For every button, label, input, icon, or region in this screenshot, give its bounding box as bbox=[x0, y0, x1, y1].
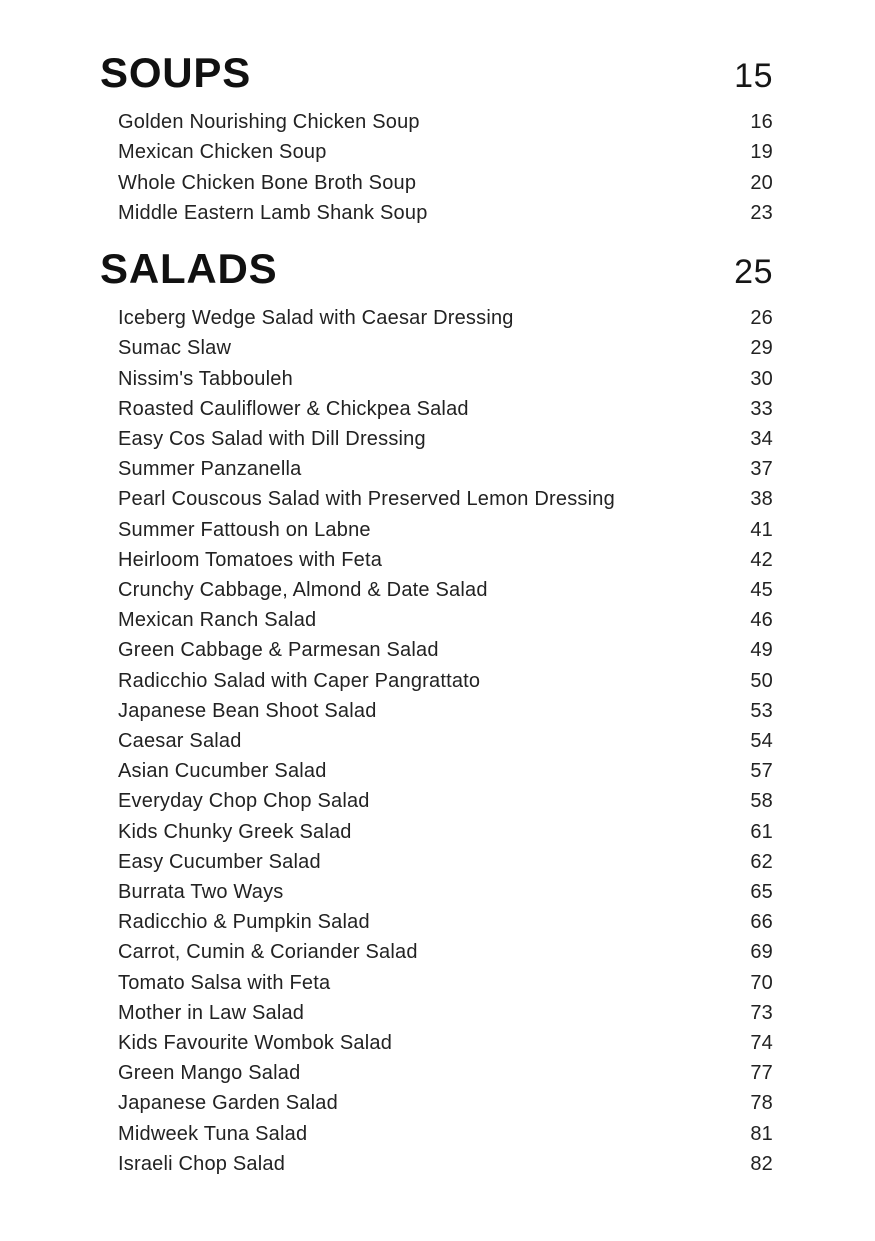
toc-entry bbox=[118, 364, 773, 394]
item-page-number: 49 bbox=[750, 639, 773, 662]
toc-entry bbox=[118, 454, 773, 484]
item-page-number: 57 bbox=[750, 760, 773, 783]
item-name: Radicchio Salad with Caper Pangrattato bbox=[118, 669, 481, 692]
toc-entry bbox=[118, 1028, 773, 1058]
item-name: Easy Cos Salad with Dill Dressing bbox=[118, 428, 426, 450]
item-name: Whole Chicken Bone Broth Soup bbox=[118, 171, 417, 194]
toc-entry bbox=[118, 907, 773, 937]
toc-entry bbox=[118, 424, 773, 454]
item-page-number: 20 bbox=[750, 171, 773, 194]
item-page-number: 42 bbox=[750, 548, 773, 571]
toc-entry bbox=[118, 666, 773, 696]
item-name: Tomato Salsa with Feta bbox=[118, 971, 331, 994]
toc-entry bbox=[118, 303, 773, 333]
item-name: Mexican Ranch Salad bbox=[118, 609, 317, 632]
toc-entry bbox=[118, 394, 773, 424]
item-page-number: 50 bbox=[750, 669, 773, 692]
item-page-number: 16 bbox=[750, 111, 773, 134]
section-header bbox=[100, 50, 773, 96]
item-page-number: 61 bbox=[750, 820, 773, 843]
item-page-number: 46 bbox=[750, 609, 773, 632]
toc-entry bbox=[118, 575, 773, 605]
item-name: Midweek Tuna Salad bbox=[118, 1122, 308, 1145]
toc-entry bbox=[118, 786, 773, 816]
toc-entry bbox=[118, 756, 773, 786]
item-page-number: 66 bbox=[750, 911, 773, 934]
toc-entry bbox=[118, 635, 773, 665]
item-page-number: 54 bbox=[750, 730, 773, 753]
item-page-number: 23 bbox=[750, 201, 773, 224]
toc-entry bbox=[118, 1058, 773, 1088]
item-name: Green Cabbage & Parmesan Salad bbox=[118, 639, 439, 662]
toc-entry bbox=[118, 998, 773, 1028]
item-page-number: 82 bbox=[750, 1152, 773, 1175]
item-page-number: 58 bbox=[750, 790, 773, 813]
item-list bbox=[100, 107, 773, 228]
toc-entry bbox=[118, 484, 773, 514]
item-name: Golden Nourishing Chicken Soup bbox=[118, 111, 420, 134]
item-page-number: 30 bbox=[750, 367, 773, 390]
item-page-number: 81 bbox=[750, 1122, 773, 1145]
toc-entry bbox=[118, 515, 773, 545]
item-name: Heirloom Tomatoes with Feta bbox=[118, 548, 383, 571]
toc-entry bbox=[118, 877, 773, 907]
toc-entry bbox=[118, 847, 773, 877]
toc-sections-container bbox=[100, 50, 773, 1179]
item-page-number: 69 bbox=[750, 941, 773, 964]
item-page-number: 26 bbox=[750, 307, 773, 330]
toc-entry bbox=[118, 817, 773, 847]
item-page-number: 65 bbox=[750, 881, 773, 904]
toc-entry bbox=[118, 333, 773, 363]
section-header bbox=[100, 246, 773, 292]
item-page-number: 37 bbox=[750, 458, 773, 481]
toc-entry bbox=[118, 198, 773, 228]
section-page-number: 25 bbox=[734, 253, 773, 291]
item-name: Japanese Garden Salad bbox=[118, 1092, 338, 1115]
item-page-number: 78 bbox=[750, 1092, 773, 1115]
toc-entry bbox=[118, 937, 773, 967]
toc-entry bbox=[118, 1119, 773, 1149]
toc-entry bbox=[118, 137, 773, 167]
item-page-number: 53 bbox=[750, 699, 773, 722]
item-name: Kids Chunky Greek Salad bbox=[118, 820, 352, 843]
item-list bbox=[100, 303, 773, 1179]
item-name: Everyday Chop Chop Salad bbox=[118, 790, 370, 813]
item-page-number: 34 bbox=[750, 428, 773, 450]
item-name: Caesar Salad bbox=[118, 730, 242, 753]
item-name: Pearl Couscous Salad with Preserved Lemon Dressing bbox=[118, 488, 615, 511]
item-name: Mother in Law Salad bbox=[118, 1001, 305, 1024]
item-page-number: 74 bbox=[750, 1032, 773, 1055]
toc-entry bbox=[118, 1149, 773, 1179]
item-name: Roasted Cauliflower & Chickpea Salad bbox=[118, 397, 469, 420]
item-page-number: 77 bbox=[750, 1062, 773, 1085]
item-page-number: 19 bbox=[750, 141, 773, 164]
item-name: Sumac Slaw bbox=[118, 337, 232, 360]
toc-entry bbox=[118, 545, 773, 575]
item-name: Summer Panzanella bbox=[118, 458, 302, 481]
toc-entry bbox=[118, 696, 773, 726]
item-name: Burrata Two Ways bbox=[118, 881, 284, 904]
toc-entry bbox=[118, 726, 773, 756]
item-page-number: 70 bbox=[750, 971, 773, 994]
item-name: Green Mango Salad bbox=[118, 1062, 301, 1085]
item-page-number: 62 bbox=[750, 850, 773, 873]
item-name: Carrot, Cumin & Coriander Salad bbox=[118, 941, 418, 964]
item-name: Iceberg Wedge Salad with Caesar Dressing bbox=[118, 307, 514, 330]
item-page-number: 33 bbox=[750, 397, 773, 420]
section-title: SOUPS bbox=[100, 49, 252, 96]
item-page-number: 45 bbox=[750, 579, 773, 602]
item-name: Asian Cucumber Salad bbox=[118, 760, 327, 783]
section-page-number: 15 bbox=[734, 57, 773, 95]
toc-entry bbox=[118, 107, 773, 137]
section-title: SALADS bbox=[100, 245, 278, 292]
item-page-number: 29 bbox=[750, 337, 773, 360]
item-name: Radicchio & Pumpkin Salad bbox=[118, 911, 370, 934]
item-page-number: 73 bbox=[750, 1001, 773, 1024]
item-name: Kids Favourite Wombok Salad bbox=[118, 1032, 393, 1055]
item-name: Easy Cucumber Salad bbox=[118, 850, 321, 873]
item-name: Crunchy Cabbage, Almond & Date Salad bbox=[118, 579, 488, 602]
item-page-number: 41 bbox=[750, 518, 773, 541]
item-name: Japanese Bean Shoot Salad bbox=[118, 699, 377, 722]
toc-entry bbox=[118, 968, 773, 998]
item-name: Summer Fattoush on Labne bbox=[118, 518, 371, 541]
item-name: Middle Eastern Lamb Shank Soup bbox=[118, 201, 428, 224]
toc-section-soups bbox=[100, 50, 773, 228]
toc-entry bbox=[118, 1088, 773, 1118]
item-name: Nissim's Tabbouleh bbox=[118, 367, 293, 390]
toc-entry bbox=[118, 605, 773, 635]
item-name: Israeli Chop Salad bbox=[118, 1152, 286, 1175]
item-page-number: 38 bbox=[750, 488, 773, 511]
toc-entry bbox=[118, 168, 773, 198]
item-name: Mexican Chicken Soup bbox=[118, 141, 327, 164]
toc-section-salads bbox=[100, 246, 773, 1179]
